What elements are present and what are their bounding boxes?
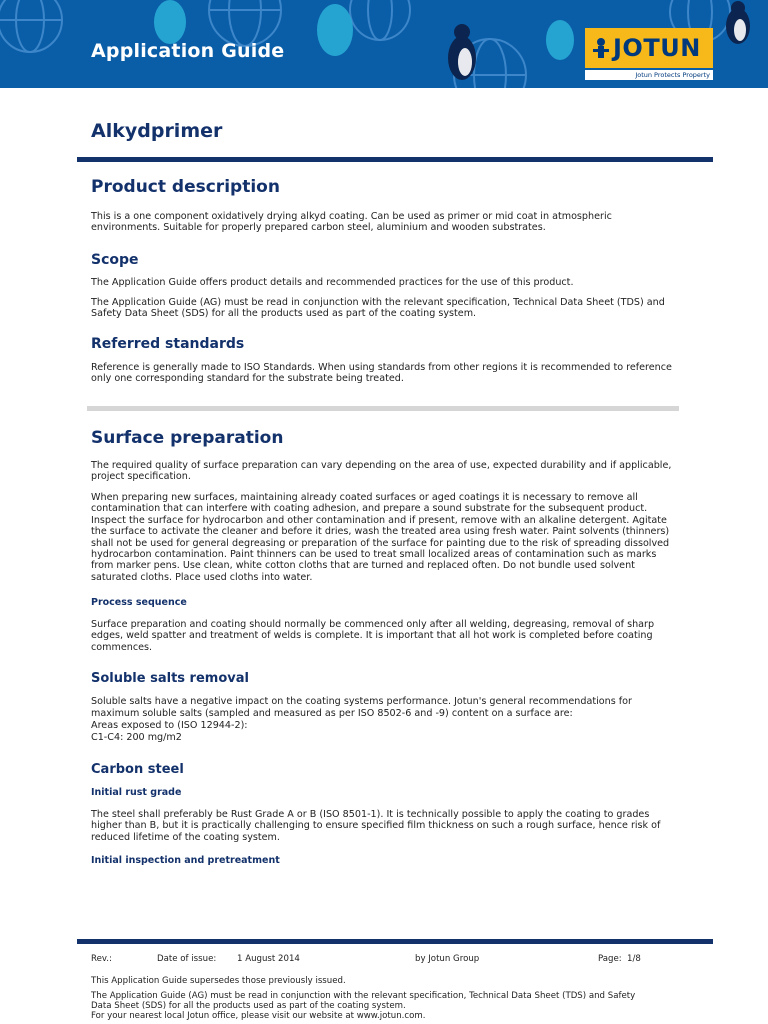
footer-note-line-1: The Application Guide (AG) must be read in conjunction with the relevant specification, Technical Data Sheet (TDS) and Safety xyxy=(91,991,636,1001)
footer-author: by Jotun Group xyxy=(415,954,480,964)
scope-paragraph-2: The Application Guide (AG) must be read in conjunction with the relevant specification, Technical Data Sheet (TDS) and Safety Data Sheet (SDS) for all the products used as part of the coating system. xyxy=(91,297,665,320)
logo-box xyxy=(585,28,713,68)
scope-paragraph-1: The Application Guide offers product details and recommended practices for the use of this product. xyxy=(91,277,574,288)
sandefjord-whale-icon xyxy=(591,36,611,60)
footer-date-label: Date of issue: xyxy=(157,954,217,964)
soluble-salts-line-1: Soluble salts have a negative impact on the coating systems performance. Jotun's general recommendations for xyxy=(91,696,632,707)
scope-heading: Scope xyxy=(91,252,139,268)
initial-rust-grade-heading: Initial rust grade xyxy=(91,787,182,798)
footer-date-value: 1 August 2014 xyxy=(237,954,300,964)
footer-supersedes: This Application Guide supersedes those previously issued. xyxy=(91,976,346,986)
soluble-salts-heading: Soluble salts removal xyxy=(91,671,249,686)
jotun-logo xyxy=(585,28,713,80)
section-divider xyxy=(87,406,679,411)
banner-title: Application Guide xyxy=(91,40,285,62)
surface-preparation-paragraph-2: When preparing new surfaces, maintaining already coated surfaces or aged coatings it is necessary to remove all contamination that can interfere with coating adhesion, and prepare a sound substrate for the subsequent product. Inspect the surface for hydrocarbon and other contamination and if present, remove with an alkaline detergent. Agitate the surface to activate the cleaner and before it dries, wash the treated area using fresh water. Paint solvents (thinners) shall not be used for general degreasing or preparation of the surface for painting due to the risk of spreading dissolved hydrocarbon contamination. Paint thinners can be used to treat small localized areas of contamination such as marks from marker pens. Use clean, white cotton cloths that are turned and replaced often. Do not bundle used solvent saturated cloths. Place used cloths into water. xyxy=(91,492,670,583)
footer-divider xyxy=(77,939,713,944)
carbon-steel-heading: Carbon steel xyxy=(91,762,184,777)
surface-preparation-paragraph-1: The required quality of surface preparation can vary depending on the area of use, expected durability and if applicable, project specification. xyxy=(91,460,672,483)
surface-preparation-heading: Surface preparation xyxy=(91,428,284,448)
process-sequence-text: Surface preparation and coating should normally be commenced only after all welding, degreasing, removal of sharp edges, weld spatter and treatment of welds is complete. It is important that all hot work is completed before coating commences. xyxy=(91,619,655,653)
soluble-salts-line-4: C1-C4: 200 mg/m2 xyxy=(91,732,182,743)
initial-rust-grade-text: The steel shall preferably be Rust Grade A or B (ISO 8501-1). It is technically possible to apply the coating to grades higher than B, but it is practically challenging to ensure specified film thickness on such a rough surface, hence risk of reduced lifetime of the coating system. xyxy=(91,809,661,843)
footer-website: For your nearest local Jotun office, please visit our website at www.jotun.com. xyxy=(91,1011,426,1021)
logo-brand: JOTUN xyxy=(613,34,701,62)
product-title: Alkydprimer xyxy=(91,120,223,142)
title-divider xyxy=(77,157,713,162)
footer-rev-label: Rev.: xyxy=(91,954,112,964)
process-sequence-heading: Process sequence xyxy=(91,597,187,608)
footer-page-label: Page: xyxy=(598,954,622,964)
product-description-heading: Product description xyxy=(91,177,280,197)
footer-page-value: 1/8 xyxy=(627,954,641,964)
soluble-salts-line-2: maximum soluble salts (sampled and measured as per ISO 8502-6 and -9) content on a surface are: xyxy=(91,708,573,719)
initial-inspection-heading: Initial inspection and pretreatment xyxy=(91,855,280,866)
product-description-text: This is a one component oxidatively drying alkyd coating. Can be used as primer or mid coat in atmospheric environments. Suitable for properly prepared carbon steel, aluminium and wooden substrates. xyxy=(91,211,612,234)
footer-note-line-2: Data Sheet (SDS) for all the products used as part of the coating system. xyxy=(91,1001,406,1011)
logo-tagline: Jotun Protects Property xyxy=(585,70,713,80)
referred-standards-heading: Referred standards xyxy=(91,336,245,352)
soluble-salts-line-3: Areas exposed to (ISO 12944-2): xyxy=(91,720,248,731)
referred-standards-text: Reference is generally made to ISO Standards. When using standards from other regions it is recommended to reference only one corresponding standard for the substrate being treated. xyxy=(91,362,672,385)
header-banner xyxy=(0,0,768,88)
